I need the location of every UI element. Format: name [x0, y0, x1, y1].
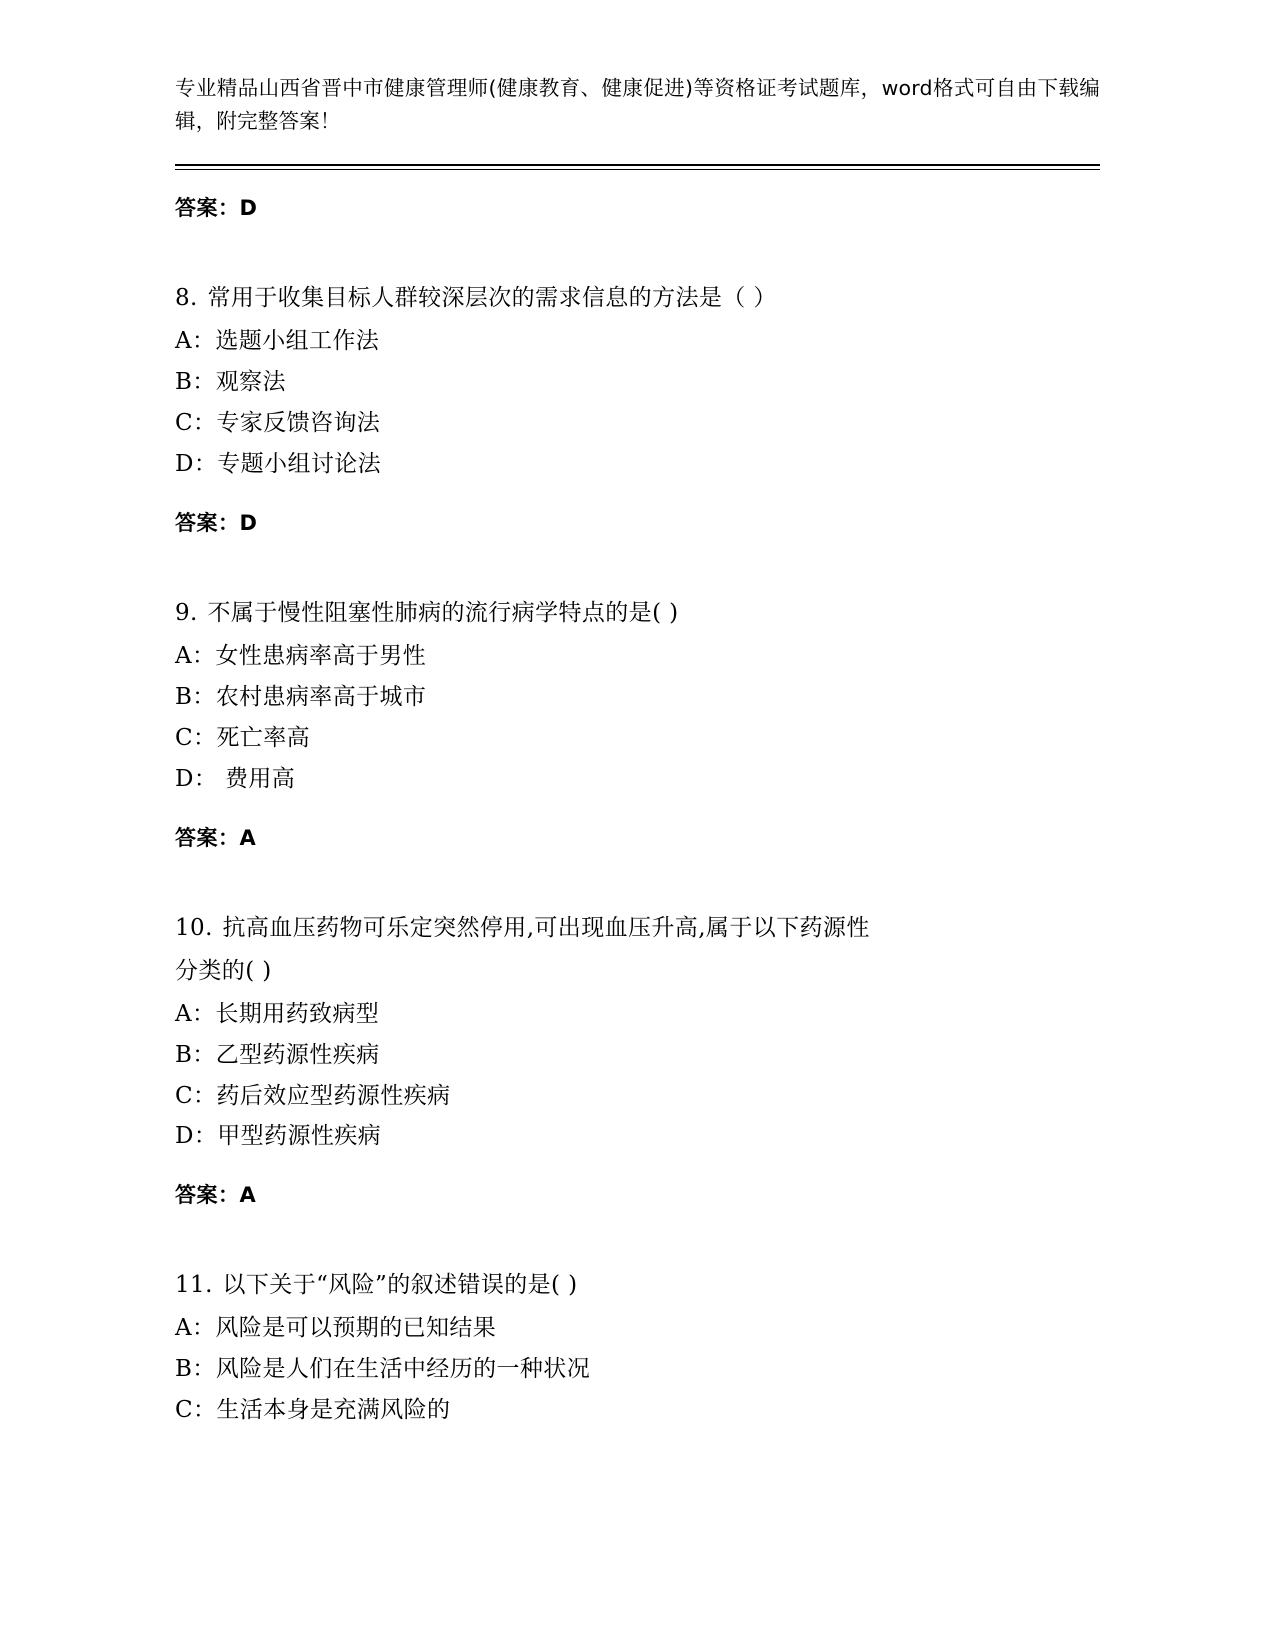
- question-number: 9.: [175, 600, 198, 627]
- question-text: 以下关于“风险”的叙述错误的是( ): [222, 1272, 578, 1299]
- question-text: 不属于慢性阻塞性肺病的流行病学特点的是( ): [207, 600, 679, 627]
- question-stem: [175, 1265, 1100, 1306]
- option-d: D：专题小组讨论法: [175, 451, 382, 478]
- option-a: A：选题小组工作法: [175, 328, 380, 355]
- question-stem-continued: 分类的( ): [175, 957, 272, 984]
- option-c: C：死亡率高: [175, 724, 310, 751]
- question-text: 抗高血压药物可乐定突然停用,可出现血压升高,属于以下药源性: [222, 914, 870, 941]
- question-stem: [175, 593, 1100, 634]
- question-block: [175, 1265, 1100, 1431]
- option-b: B：风险是人们在生活中经历的一种状况: [175, 1356, 591, 1383]
- answer-label: 答案：A: [175, 825, 257, 850]
- option-c: C：生活本身是充满风险的: [175, 1397, 451, 1424]
- option-d: D：甲型药源性疾病: [175, 1123, 382, 1150]
- option-a: A：长期用药致病型: [175, 1000, 380, 1027]
- option-d: D： 费用高: [175, 765, 296, 792]
- answer-label: 答案：A: [175, 1183, 257, 1208]
- page-header: 专业精品山西省晋中市健康管理师(健康教育、健康促进)等资格证考试题库，word格式可自由下载编辑，附完整答案！: [175, 76, 1100, 134]
- option-c: C：药后效应型药源性疾病: [175, 1082, 451, 1109]
- question-number: 10.: [175, 914, 213, 941]
- question-block: [175, 593, 1100, 852]
- answer-label: 答案：D: [175, 511, 258, 536]
- option-c: C：专家反馈咨询法: [175, 410, 381, 437]
- option-b: B：观察法: [175, 369, 286, 396]
- option-a: A：女性患病率高于男性: [175, 643, 427, 670]
- question-block: [175, 278, 1100, 537]
- header-divider: [175, 164, 1100, 170]
- option-a: A：风险是可以预期的已知结果: [175, 1315, 497, 1342]
- question-text: 常用于收集目标人群较深层次的需求信息的方法是（ ）: [207, 285, 777, 312]
- question-stem: [175, 908, 1100, 949]
- question-stem: [175, 278, 1100, 319]
- question-number: 8.: [175, 285, 198, 312]
- answer-label-top: 答案：D: [175, 196, 258, 221]
- question-block: [175, 908, 1100, 1210]
- option-b: B：农村患病率高于城市: [175, 683, 427, 710]
- option-b: B：乙型药源性疾病: [175, 1041, 380, 1068]
- question-number: 11.: [175, 1272, 213, 1299]
